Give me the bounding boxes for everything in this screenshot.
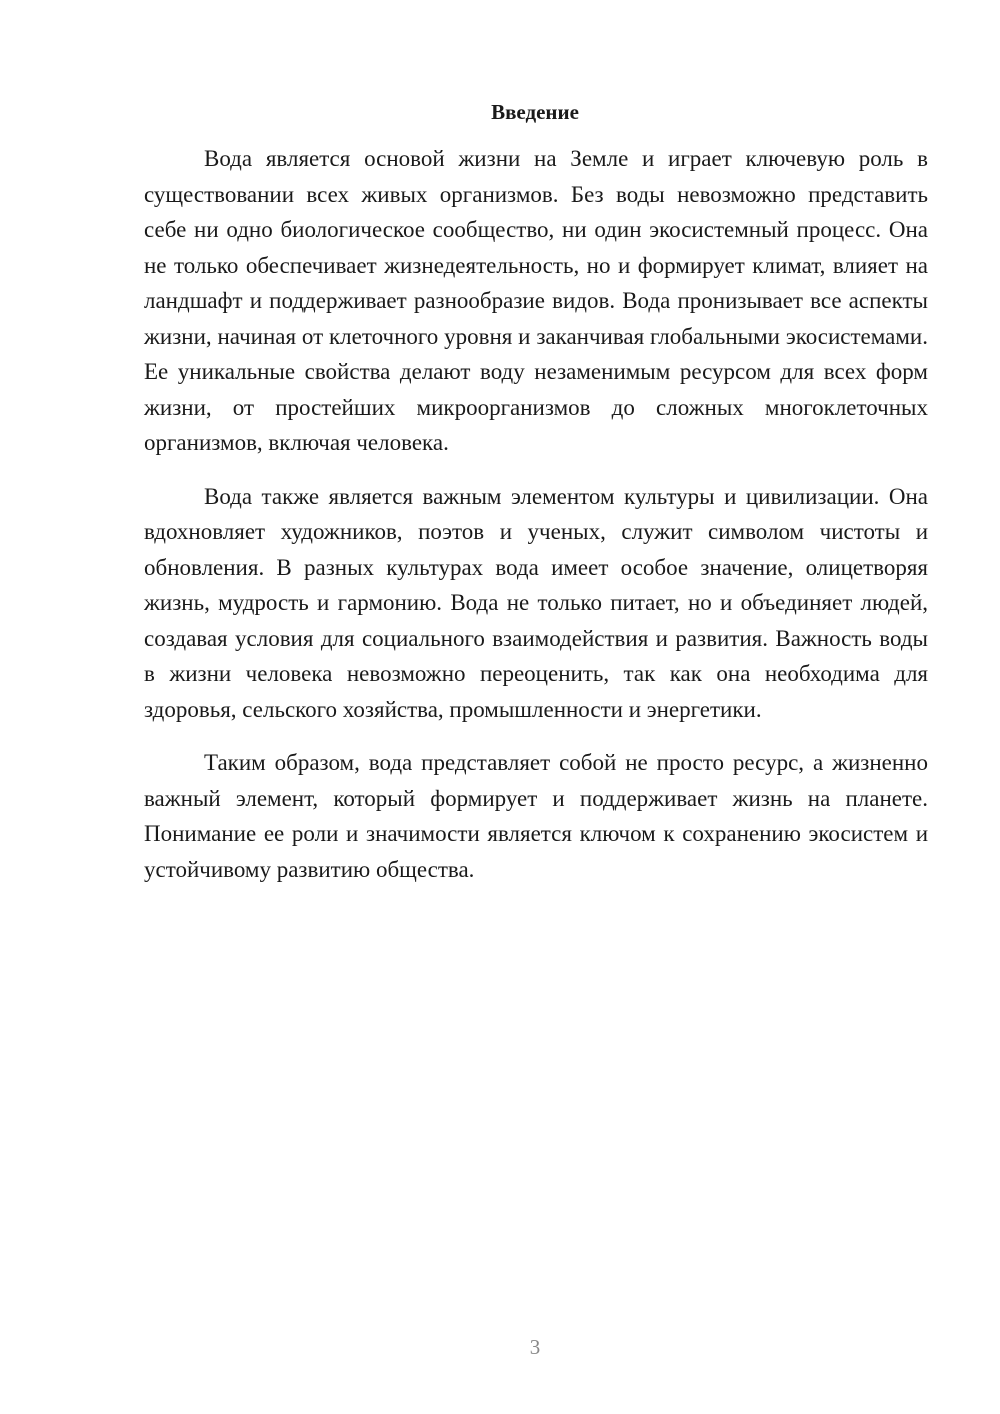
page-number: 3 <box>529 1335 541 1359</box>
paragraph-3: Таким образом, вода представляет собой не просто ресурс, а жизненно важный элемент, который формирует и поддерживает жизнь на планете. Понимание ее роли и значимости является ключом к сохранению экосистем и устойчивому развитию общества. <box>144 750 928 882</box>
paragraph-1: Вода является основой жизни на Земле и играет ключевую роль в существовании всех живых организмов. Без воды невозможно представить себе ни одно биологическое сообщество, ни один экосистемный процесс. Она не только обеспечивает жизнедеятельность, но и формирует климат, влияет на ландшафт и поддерживает разнообразие видов. Вода пронизывает все аспекты жизни, начиная от клеточного уровня и заканчивая глобальными экосистемами. Ее уникальные свойства делают воду незаменимым ресурсом для всех форм жизни, от простейших микроорганизмов до сложных многоклеточных организмов, включая человека. <box>144 146 928 455</box>
paragraph-2: Вода также является важным элементом культуры и цивилизации. Она вдохновляет художников, поэтов и ученых, служит символом чистоты и обновления. В разных культурах вода имеет особое значение, олицетворяя жизнь, мудрость и гармонию. Вода не только питает, но и объединяет людей, создавая условия для социального взаимодействия и развития. Важность воды в жизни человека невозможно переоценить, так как она необходима для здоровья, сельского хозяйства, промышленности и энергетики. <box>144 483 928 722</box>
page-title: Введение <box>491 100 579 124</box>
document-body <box>144 141 928 905</box>
